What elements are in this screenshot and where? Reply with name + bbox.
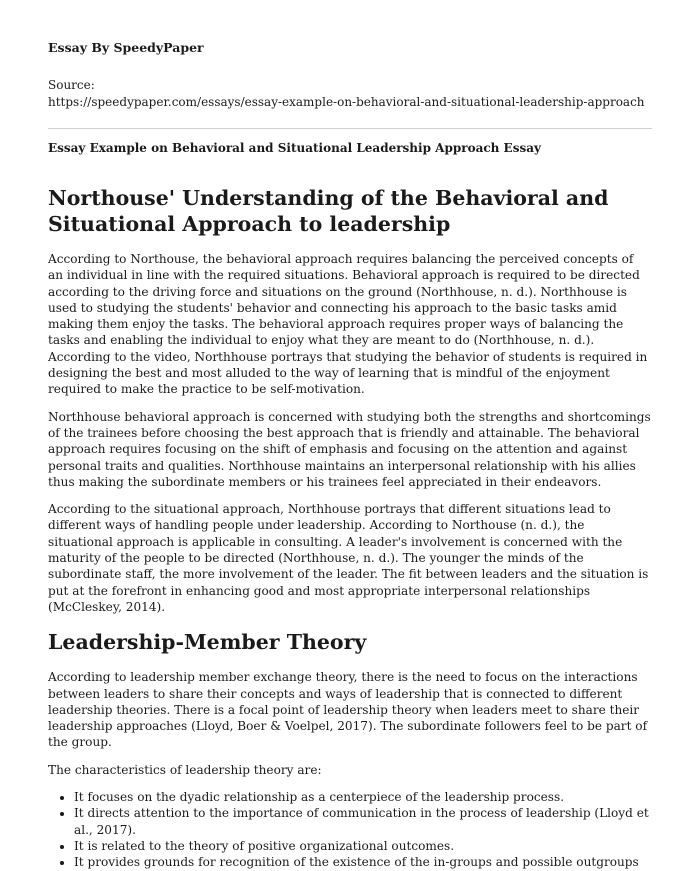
section-heading-leadership-member-theory: Leadership-Member Theory: [48, 630, 367, 655]
essay-title: Essay Example on Behavioral and Situational Leadership Approach Essay: [48, 141, 541, 155]
paragraph: The characteristics of leadership theory are:: [48, 762, 322, 777]
paragraph: According to leadership member exchange theory, there is the need to focus on the interactions between leaders to share their concepts and ways of leadership that is connected to different leadership theories. There is a focal point of leadership theory when leaders meet to share their leadership approaches (Lloyd, Boer & Voelpel, 2017). The subordinate followers feel to be part of the group.: [48, 670, 648, 750]
paragraph: Northhouse behavioral approach is concerned with studying both the strengths and shortcomings of the trainees before choosing the best approach that is friendly and attainable. The behavioral approach requires focusing on the shift of emphasis and focusing on the attention and against personal traits and qualities. Northhouse maintains an interpersonal relationship with his allies thus making the subordinate members or his trainees feel appreciated in their endeavors.: [48, 409, 651, 489]
paragraph: According to Northouse, the behavioral approach requires balancing the perceived concepts of an individual in line with the required situations. Behavioral approach is required to be directed according to the driving force and situations on the ground (Northhouse, n. d.). Northhouse is used to studying the students' behavior and connecting his approach to the basic tasks amid making them enjoy the tasks. The behavioral approach requires proper ways of balancing the tasks and enabling the individual to enjoy what they are meant to do (Northhouse, n. d.). According to the video, Northhouse portrays that studying the behavior of students is required in designing the best and most alluded to the way of learning that is mindful of the enjoyment required to make the practice to be self-motivation.: [48, 252, 648, 397]
list-item: • It directs attention to the importance of communication in the process of leadership (Lloyd et al., 2017).: [74, 805, 652, 838]
source-label: Source:: [48, 78, 95, 92]
source-url[interactable]: https://speedypaper.com/essays/essay-example-on-behavioral-and-situational-leadership-approach: [48, 95, 645, 109]
list-item: • It is related to the theory of positive organizational outcomes.: [74, 838, 652, 854]
list-item: • It focuses on the dyadic relationship as a centerpiece of the leadership process.: [74, 789, 652, 805]
characteristics-list: [48, 789, 652, 870]
paragraph: According to the situational approach, Northhouse portrays that different situations lead to different ways of handling people under leadership. According to Northouse (n. d.), the situational approach is applicable in consulting. A leader's involvement is concerned with the maturity of the people to be directed (Northhouse, n. d.). The younger the minds of the subordinate staff, the more involvement of the leader. The fit between leaders and the situation is put at the forefront in enhancing good and most appropriate interpersonal relationships (McCleskey, 2014).: [48, 502, 649, 614]
divider: [48, 128, 652, 129]
section-heading-northouse: Northouse' Understanding of the Behavioral and Situational Approach to leadership: [48, 186, 609, 236]
byline: Essay By SpeedyPaper: [48, 40, 204, 55]
list-item: • It provides grounds for recognition of the existence of the in-groups and possible outgroups: [74, 854, 652, 870]
